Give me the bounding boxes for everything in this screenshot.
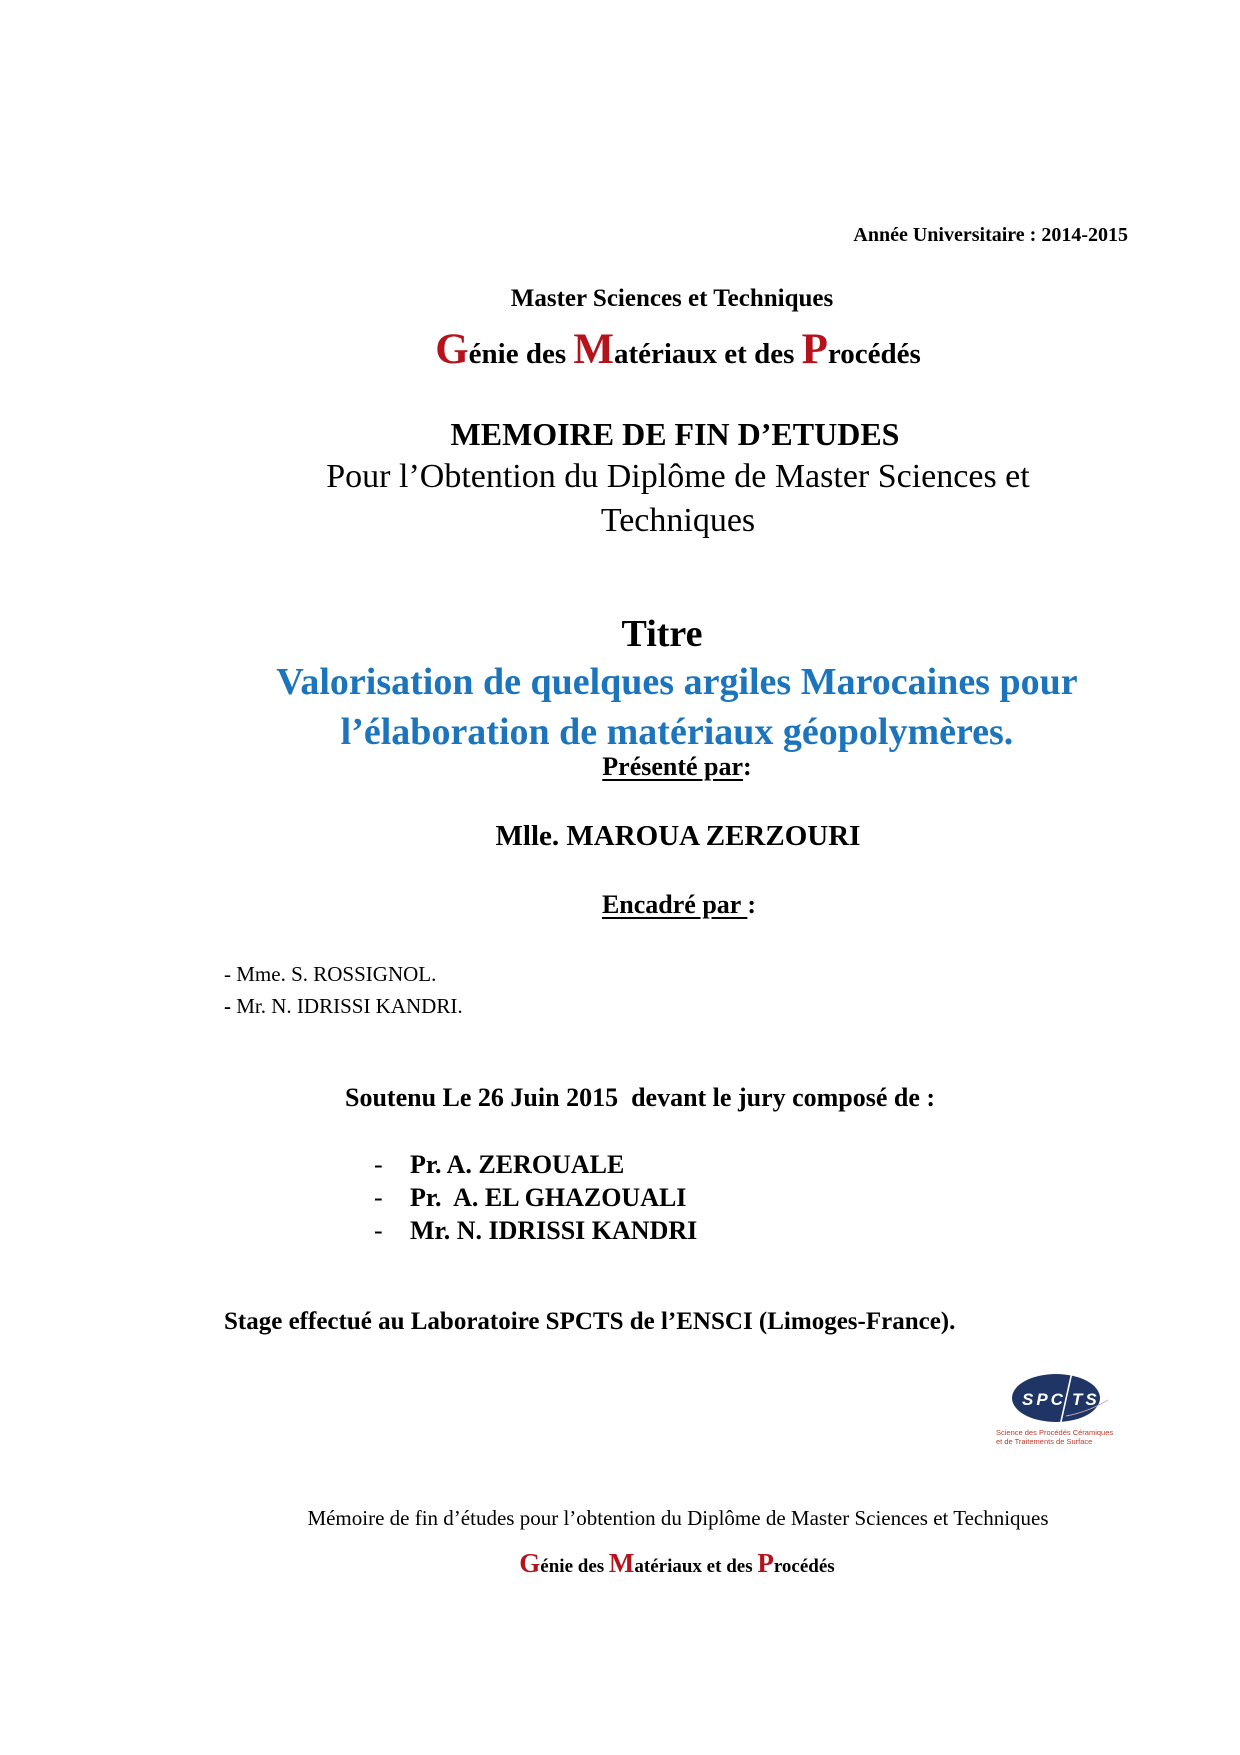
thesis-title-line-2: l’élaboration de matériaux géopolymères. <box>340 711 1014 753</box>
specialty-text-3: rocédés <box>827 338 921 370</box>
thesis-title-line-1: Valorisation de quelques argiles Marocaines pour <box>276 661 1078 703</box>
supervisor-name: Mme. S. ROSSIGNOL. <box>236 962 437 986</box>
spcts-logo-icon <box>1008 1370 1112 1426</box>
jury-member-name: Pr. A. ZEROUALE <box>410 1150 625 1179</box>
footer-initial-p: P <box>757 1548 774 1578</box>
footer-initial-m: M <box>608 1548 635 1578</box>
jury-member-name: Pr. A. EL GHAZOUALI <box>410 1183 687 1212</box>
logo-caption-line-1: Science des Procédés Céramiques <box>996 1428 1114 1437</box>
supervised-by-heading <box>0 890 1240 920</box>
specialty-initial-m: M <box>573 326 614 373</box>
specialty-text-1: énie des <box>468 338 574 370</box>
list-dash: - <box>374 1216 383 1245</box>
student-name: Mlle. MAROUA ZERZOURI <box>495 820 861 852</box>
supervisor-item <box>224 962 436 987</box>
jury-member-name: Mr. N. IDRISSI KANDRI <box>410 1216 698 1245</box>
presented-by-colon: : <box>743 752 752 781</box>
specialty-initial-p: P <box>801 326 828 373</box>
footer-text-3: rocédés <box>773 1556 835 1577</box>
list-dash: - <box>224 962 237 986</box>
presented-by-heading <box>0 752 1240 782</box>
presented-by-label: Présenté par <box>602 752 744 781</box>
footer-text-1: énie des <box>540 1556 609 1577</box>
title-label: Titre <box>621 613 703 655</box>
specialty-heading <box>0 325 1240 374</box>
list-dash: - <box>374 1150 383 1179</box>
document-purpose-line-1: Pour l’Obtention du Diplôme de Master Sciences et <box>326 458 1030 495</box>
jury-member <box>374 1183 686 1213</box>
document-type-title: MEMOIRE DE FIN D’ETUDES <box>450 416 900 452</box>
list-dash: - <box>224 994 237 1018</box>
footer-text-2: atériaux et des <box>634 1556 758 1577</box>
specialty-initial-g: G <box>435 326 469 373</box>
supervisor-item <box>224 994 463 1019</box>
list-dash: - <box>374 1183 383 1212</box>
supervisor-name: Mr. N. IDRISSI KANDRI. <box>236 994 463 1018</box>
program-name: Master Sciences et Techniques <box>510 285 834 312</box>
defense-statement: Soutenu Le 26 Juin 2015 devant le jury composé de : <box>345 1083 936 1112</box>
supervised-by-colon: : <box>747 890 757 919</box>
supervised-by-label: Encadré par <box>601 890 748 919</box>
jury-member <box>374 1216 697 1246</box>
logo-letters-left: SPC <box>1022 1390 1066 1409</box>
logo-caption-line-2: et de Traitements de Surface <box>996 1437 1093 1446</box>
footer-line: Mémoire de fin d’études pour l’obtention du Diplôme de Master Sciences et Techniques <box>307 1506 1049 1530</box>
specialty-text-2: atériaux et des <box>613 338 802 370</box>
internship-statement: Stage effectué au Laboratoire SPCTS de l’ENSCI (Limoges-France). <box>224 1308 956 1335</box>
document-purpose-line-2: Techniques <box>600 502 756 539</box>
academic-year: Année Universitaire : 2014-2015 <box>853 224 1128 246</box>
logo-letters-right: TS <box>1072 1390 1100 1409</box>
logo-caption <box>996 1428 1113 1446</box>
footer-initial-g: G <box>519 1548 541 1578</box>
jury-member <box>374 1150 624 1180</box>
footer-specialty <box>0 1548 1240 1579</box>
spcts-logo <box>1008 1370 1112 1470</box>
